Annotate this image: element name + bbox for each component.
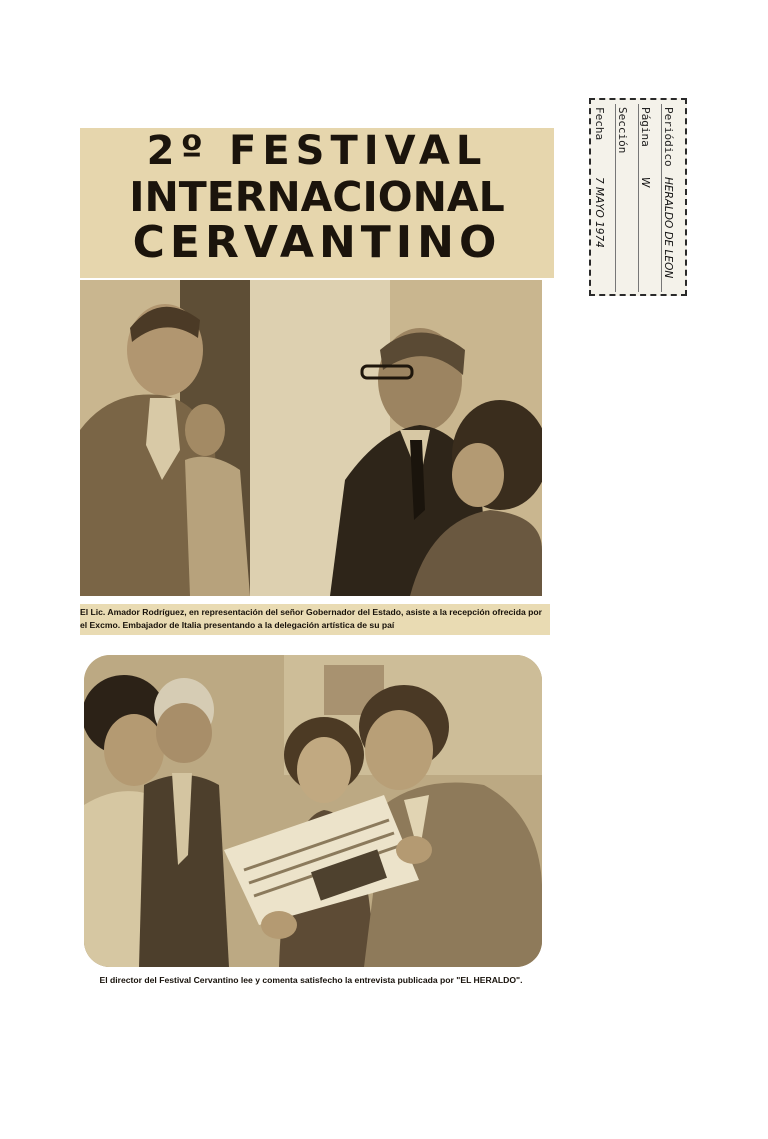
headline-line-1: 2º FESTIVAL [146, 128, 488, 174]
photo-reception-illustration [80, 280, 542, 596]
stamp-row-fecha [593, 104, 615, 292]
archive-stamp-content [590, 104, 684, 292]
photo-director-illustration [84, 655, 542, 967]
stamp-row-seccion [615, 104, 638, 292]
stamp-row-pagina [638, 104, 661, 292]
stamp-label-periodico: Periódico [662, 107, 675, 167]
headline [80, 128, 554, 278]
photo-director [84, 655, 542, 967]
stamp-label-pagina: Página [639, 107, 652, 147]
stamp-value-fecha: 7 MAYO 1974 [593, 177, 605, 248]
stamp-value-pagina: W [639, 177, 651, 188]
stamp-label-fecha: Fecha [593, 107, 606, 141]
archive-stamp [589, 98, 687, 296]
photo-reception [80, 280, 542, 596]
caption-reception: El Lic. Amador Rodríguez, en representación del señor Gobernador del Estado, asiste a la recepción ofrecida por el Excmo. Embajador de Italia presentando a la delegación artística de su paí [80, 604, 550, 635]
caption-director: El director del Festival Cervantino lee y comenta satisfecho la entrevista publicada por "EL HERALDO". [99, 975, 523, 985]
stamp-label-seccion: Sección [616, 107, 629, 154]
headline-line-2: INTERNACIONAL [129, 173, 505, 221]
stamp-value-periodico: HERALDO DE LEON [662, 177, 674, 279]
headline-line-3: CERVANTINO [132, 217, 502, 268]
stamp-row-periodico [661, 104, 684, 292]
